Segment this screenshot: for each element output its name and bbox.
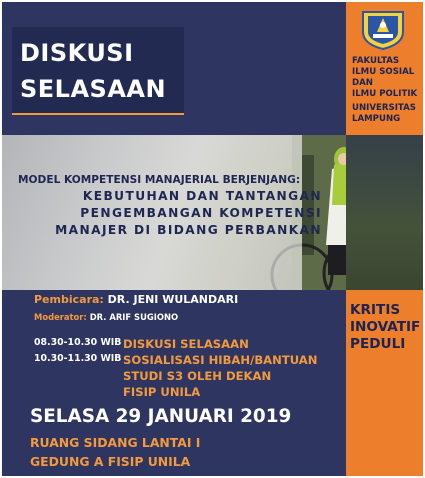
sidebar-photo-strip — [346, 135, 423, 290]
event-poster — [2, 2, 423, 476]
university-line: LAMPUNG — [352, 114, 401, 124]
faculty-line: ILMU POLITIK — [352, 89, 418, 99]
topic-line: MODEL KOMPETENSI MANAJERIAL BERJENJANG: — [18, 174, 301, 186]
background-photo — [2, 135, 346, 290]
agenda-title-line: FISIP UNILA — [123, 385, 201, 399]
agenda-title-line: STUDI S3 OLEH DEKAN — [123, 369, 272, 383]
agenda-time: 10.30-11.30 WIB — [34, 353, 122, 364]
moderator — [34, 312, 178, 322]
topic-text — [18, 172, 322, 239]
topic-line: KEBUTUHAN DAN TANTANGAN — [82, 189, 322, 203]
event-title — [12, 27, 184, 115]
topic-line: PENGEMBANGAN KOMPETENSI — [80, 206, 322, 220]
faculty-line: DAN — [352, 78, 373, 88]
faculty-name — [352, 56, 422, 125]
faculty-line: ILMU SOSIAL — [352, 67, 415, 77]
faculty-line: FAKULTAS — [352, 56, 400, 66]
event-title-line: DISKUSI — [20, 39, 134, 67]
agenda-time: 08.30-10.30 WIB — [34, 337, 122, 348]
value-item: KRITIS — [350, 302, 401, 318]
event-date: SELASA 29 JANUARI 2019 — [30, 406, 292, 427]
agenda-title-line: SOSIALISASI HIBAH/BANTUAN — [123, 353, 318, 367]
speaker-label: Pembicara: — [34, 293, 104, 306]
moderator-label: Moderator: — [34, 312, 87, 322]
agenda-title: DISKUSI SELASAAN — [123, 337, 249, 351]
sidebar-orange — [346, 2, 423, 476]
value-item: PEDULI — [350, 336, 406, 352]
agenda-title — [123, 352, 317, 400]
event-title-line: SELASAAN — [20, 75, 167, 103]
speaker — [34, 293, 238, 306]
value-item: INOVATIF — [350, 319, 421, 335]
event-venue — [30, 433, 200, 471]
university-crest-icon — [359, 8, 407, 50]
venue-line: RUANG SIDANG LANTAI I — [30, 435, 201, 450]
venue-line: GEDUNG A FISIP UNILA — [30, 454, 191, 469]
speaker-name: DR. JENI WULANDARI — [107, 293, 239, 306]
topic-line: MANAJER DI BIDANG PERBANKAN — [55, 223, 322, 237]
moderator-name: DR. ARIF SUGIONO — [89, 312, 179, 322]
values-list — [350, 302, 422, 353]
university-line: UNIVERSITAS — [352, 103, 416, 113]
